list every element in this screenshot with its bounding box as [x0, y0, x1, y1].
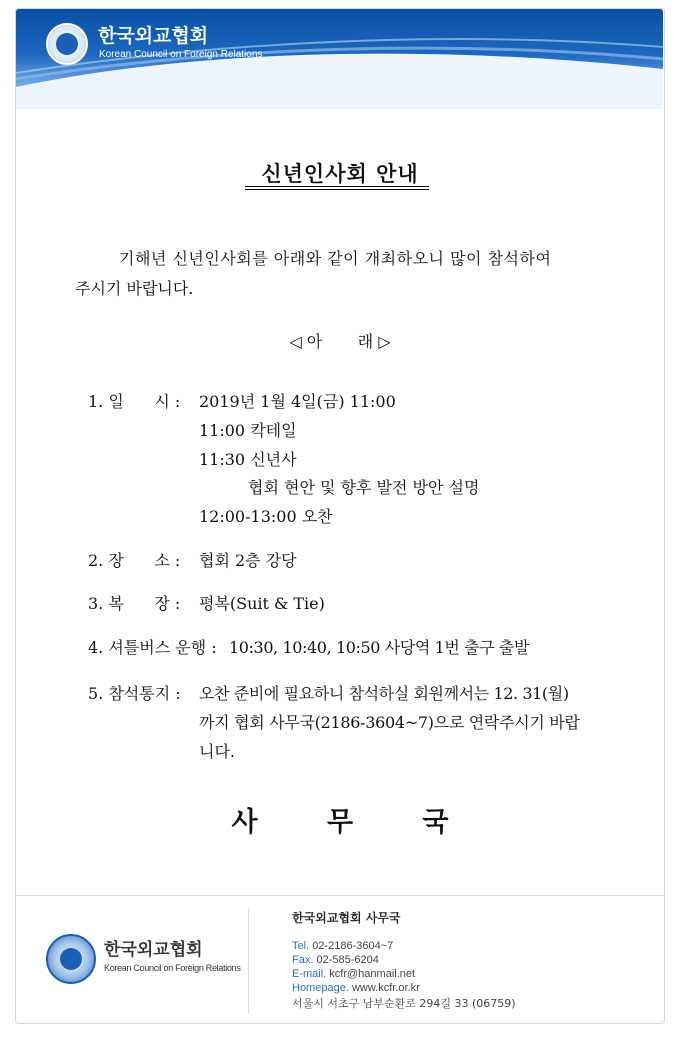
footer-org-name-en: Korean Council on Foreign Relations [104, 963, 241, 973]
homepage-link[interactable]: www.kcfr.or.kr [351, 982, 420, 994]
fax-value: 02-585-6204 [316, 954, 379, 966]
footer-homepage [292, 982, 420, 994]
footer-email [292, 968, 415, 980]
footer-address: 서울시 서초구 남부순환로 294길 33 (06759) [292, 997, 516, 1010]
header-org-name-en: Korean Council on Foreign Relations [99, 49, 263, 60]
item-2-label: 2. 장 소 : [88, 551, 181, 570]
header-banner [16, 9, 663, 109]
footer-office-name: 한국외교협회 사무국 [292, 911, 401, 925]
item-3-label: 3. 복 장 : [88, 594, 181, 613]
item-1-sub-1: 11:00 칵테일 [199, 421, 297, 440]
item-3-value: 평복(Suit & Tie) [199, 594, 325, 613]
intro-line-1: 기해년 신년인사회를 아래와 같이 개최하오니 많이 참석하여 [119, 249, 552, 268]
footer-tel [292, 940, 393, 952]
document-title: 신년인사회 안내 [261, 161, 419, 186]
homepage-label: Homepage. [292, 982, 349, 994]
intro-line-2: 주시기 바랍니다. [75, 279, 194, 298]
item-5-line-3: 니다. [199, 742, 235, 761]
item-5-line-2: 까지 협회 사무국(2186-3604~7)으로 연락주시기 바랍 [199, 713, 580, 732]
title-double-underline [245, 186, 429, 190]
email-link[interactable]: kcfr@hanmail.net [329, 968, 416, 980]
fax-label: Fax. [292, 954, 314, 966]
footer-logo-emblem [46, 934, 96, 984]
intro-paragraph [75, 244, 605, 304]
footer-org-name-kr: 한국외교협회 [104, 940, 203, 960]
signature-office: 사 무 국 [231, 807, 479, 838]
footer-divider [16, 895, 664, 896]
kcfr-logo-emblem [46, 23, 88, 65]
tel-label: Tel. [292, 940, 310, 952]
item-5-label: 5. 참석통지 : [88, 684, 181, 703]
tel-value: 02-2186-3604~7 [312, 940, 394, 952]
item-1-sub-4: 12:00-13:00 오찬 [199, 507, 333, 526]
item-2-value: 협회 2층 강당 [199, 551, 297, 570]
item-5-value: 오찬 준비에 필요하니 참석하실 회원께서는 12. 31(월) [199, 684, 569, 703]
item-4-label: 4. 셔틀버스 운행 : [88, 638, 217, 657]
section-heading: ◁ 아 래 ▷ [289, 332, 391, 351]
header-org-name-kr: 한국외교협회 [98, 25, 209, 47]
item-1-label: 1. 일 시 : [88, 392, 181, 411]
item-4-value: 10:30, 10:40, 10:50 사당역 1번 출구 출발 [229, 638, 530, 657]
footer-fax [292, 954, 379, 966]
item-1-sub-2: 11:30 신년사 [199, 450, 297, 469]
item-1-sub-3: 협회 현안 및 향후 발전 방안 설명 [248, 478, 480, 497]
item-1-value: 2019년 1월 4일(금) 11:00 [199, 392, 396, 411]
email-label: E-mail. [292, 968, 327, 980]
footer-vertical-divider [248, 908, 249, 1014]
